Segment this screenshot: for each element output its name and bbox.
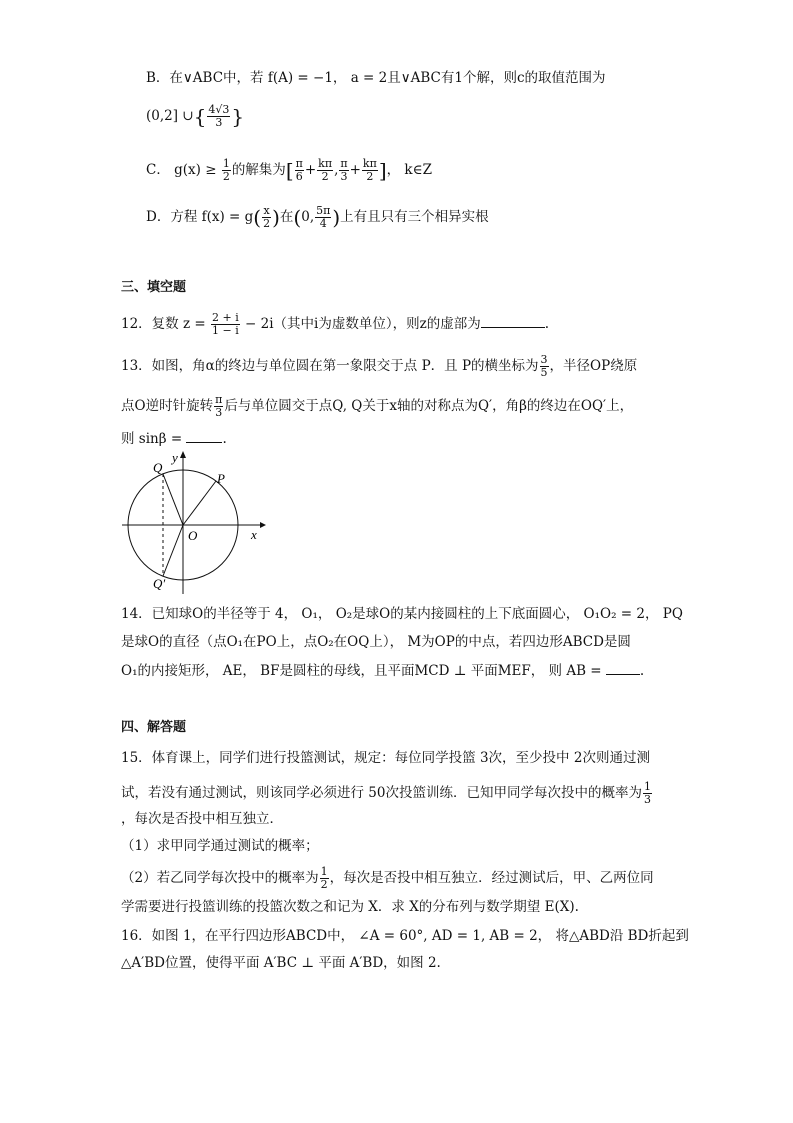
option-c-kpi-2: kπ xyxy=(362,157,377,170)
q13-line3 xyxy=(121,428,227,449)
q12-end: . xyxy=(544,316,550,332)
label-q: Q xyxy=(153,460,163,475)
q14-line2: 是球O的直径（点O₁在PO上，点O₂在OQ上）， M为OP的中点，若四边形ABCD是圆 xyxy=(121,634,631,650)
option-c-two-2: 2 xyxy=(366,170,374,183)
q13-frac-den: 5 xyxy=(540,366,548,379)
option-b-line1: B．在∨ABC中，若 f(A) = −1， a = 2且∨ABC有1个解，则c的取值范围为 xyxy=(146,70,606,86)
q13-line1a: 13．如图，角α的终边与单位圆在第一象限交于点 P．且 P的横坐标为 xyxy=(121,358,539,374)
option-d-mid: 在 xyxy=(279,209,294,225)
q16-line2: △A′BD位置，使得平面 A′BC ⊥ 平面 A′BD，如图 2. xyxy=(121,955,441,971)
option-d-zero: 0, xyxy=(301,209,315,225)
option-c-suffix: ， k∈Z xyxy=(386,162,432,178)
q14-line3a: O₁的内接矩形， AE， BF是圆柱的母线，且平面MCD ⊥ 平面MEF， 则 AB = xyxy=(121,663,602,679)
q15-line3: ，每次是否投中相互独立． xyxy=(121,811,283,827)
option-c-kpi-1: kπ xyxy=(318,157,333,170)
q12 xyxy=(121,312,549,337)
option-c-pi-1: π xyxy=(295,157,303,170)
x-axis-arrow-icon xyxy=(260,522,266,528)
q13-rot-den: 3 xyxy=(215,406,223,419)
section-4-title: 四、解答题 xyxy=(121,720,187,735)
q13-line2a: 点O逆时针旋转 xyxy=(121,398,214,414)
label-y: y xyxy=(172,450,178,465)
option-b-frac-num: 4√3 xyxy=(208,103,230,116)
q15-sub2a: （2）若乙同学每次投中的概率为 xyxy=(121,870,319,886)
y-axis-arrow-icon xyxy=(180,451,186,458)
ray-oq xyxy=(163,474,183,525)
option-c: C． g(x) ≥ $\frac{1}{2}$ 的解集为[ $\frac{\pi}{6}$ + $\frac{k\pi}{2}$ , $\frac{\pi}{3}$ + $\frac{k\pi}{2}$ ]， k∈Z xyxy=(146,157,432,183)
q15-q-num: 1 xyxy=(320,865,328,878)
q14-line3b: . xyxy=(639,663,645,679)
option-d-two: 2 xyxy=(263,217,271,230)
q13-line2b: 后与单位圆交于点Q, Q关于x轴的对称点为Q′，角β的终边在OQ′上， xyxy=(224,398,634,414)
label-o: O xyxy=(188,528,198,543)
section-3-title: 三、填空题 xyxy=(121,280,187,295)
q12-after: − 2i（其中i为虚数单位），则z的虚部为 xyxy=(245,316,481,332)
label-x: x xyxy=(251,527,257,542)
q13-line1b: ，半径OP绕原 xyxy=(549,358,638,374)
option-c-mid: 的解集为 xyxy=(231,162,286,178)
q14-line3 xyxy=(121,660,644,681)
option-d-fivepi: 5π xyxy=(316,204,331,217)
q15-line1: 15．体育课上，同学们进行投篮测试，规定：每位同学投篮 3次，至少投中 2次则通过测 xyxy=(121,750,650,766)
option-c-half-den: 2 xyxy=(222,170,230,183)
q12-num: 2 + i xyxy=(211,311,239,324)
q13-frac-num: 3 xyxy=(540,353,548,366)
ray-oq-prime xyxy=(163,525,183,576)
q13-line2 xyxy=(121,394,633,419)
label-p: P xyxy=(217,471,225,486)
option-b-range: (0,2] ∪{ $\frac{4√3}{3}$ } xyxy=(146,103,245,129)
q16-line1: 16．如图 1，在平行四边形ABCD中， ∠A = 60°, AD = 1, AB = 2， 将△ABD沿 BD折起到 xyxy=(121,928,689,944)
option-c-two-1: 2 xyxy=(321,170,329,183)
option-d-four: 4 xyxy=(319,217,327,230)
option-b-frac-den: 3 xyxy=(215,116,223,129)
q14-answer-blank[interactable] xyxy=(606,660,640,675)
q12-answer-blank[interactable] xyxy=(481,313,545,328)
option-c-three: 3 xyxy=(340,170,348,183)
ray-op xyxy=(183,481,216,525)
unit-circle-figure xyxy=(118,448,268,598)
q15-line2 xyxy=(121,781,653,806)
q14-line1: 14．已知球O的半径等于 4， O₁， O₂是球O的某内接圆柱的上下底面圆心， O₁O₂ = 2， PQ xyxy=(121,606,683,622)
q13-line1 xyxy=(121,354,637,379)
q15-p-num: 1 xyxy=(643,780,651,793)
option-d: D．方程 f(x) = g( $\frac{x}{2}$ )在(0, $\frac{5\pi}{4}$ )上有且只有三个相异实根 xyxy=(146,204,489,230)
option-c-prefix: C． g(x) ≥ xyxy=(146,162,217,178)
q15-p-den: 3 xyxy=(643,793,651,806)
q15-sub2c: 学需要进行投篮训练的投篮次数之和记为 X．求 X的分布列与数学期望 E(X). xyxy=(121,899,579,915)
q15-sub2 xyxy=(121,866,654,891)
option-c-half-num: 1 xyxy=(222,157,230,170)
q13-rot-num: π xyxy=(215,393,223,406)
option-b-range-left: (0,2] ∪ xyxy=(146,108,194,124)
option-c-pi-2: π xyxy=(340,157,348,170)
q13-line3a: 则 sinβ = xyxy=(121,431,183,447)
label-q-prime: Q′ xyxy=(153,576,166,591)
option-d-suffix: 上有且只有三个相异实根 xyxy=(340,209,489,225)
q13-line3b: . xyxy=(222,431,227,447)
q12-prefix: 12．复数 z = xyxy=(121,316,206,332)
q15-sub2b: ，每次是否投中相互独立．经过测试后，甲、乙两位同 xyxy=(329,870,654,886)
option-d-x: x xyxy=(263,204,270,217)
q12-den: 1 − i xyxy=(211,324,239,337)
option-c-six: 6 xyxy=(295,170,303,183)
q15-q-den: 2 xyxy=(320,878,328,891)
q13-answer-blank[interactable] xyxy=(186,428,222,443)
option-d-prefix: D．方程 f(x) = g xyxy=(146,209,254,225)
q15-sub1: （1）求甲同学通过测试的概率； xyxy=(121,838,319,854)
q15-line2a: 试，若没有通过测试，则该同学必须进行 50次投篮训练．已知甲同学每次投中的概率为 xyxy=(121,785,642,801)
